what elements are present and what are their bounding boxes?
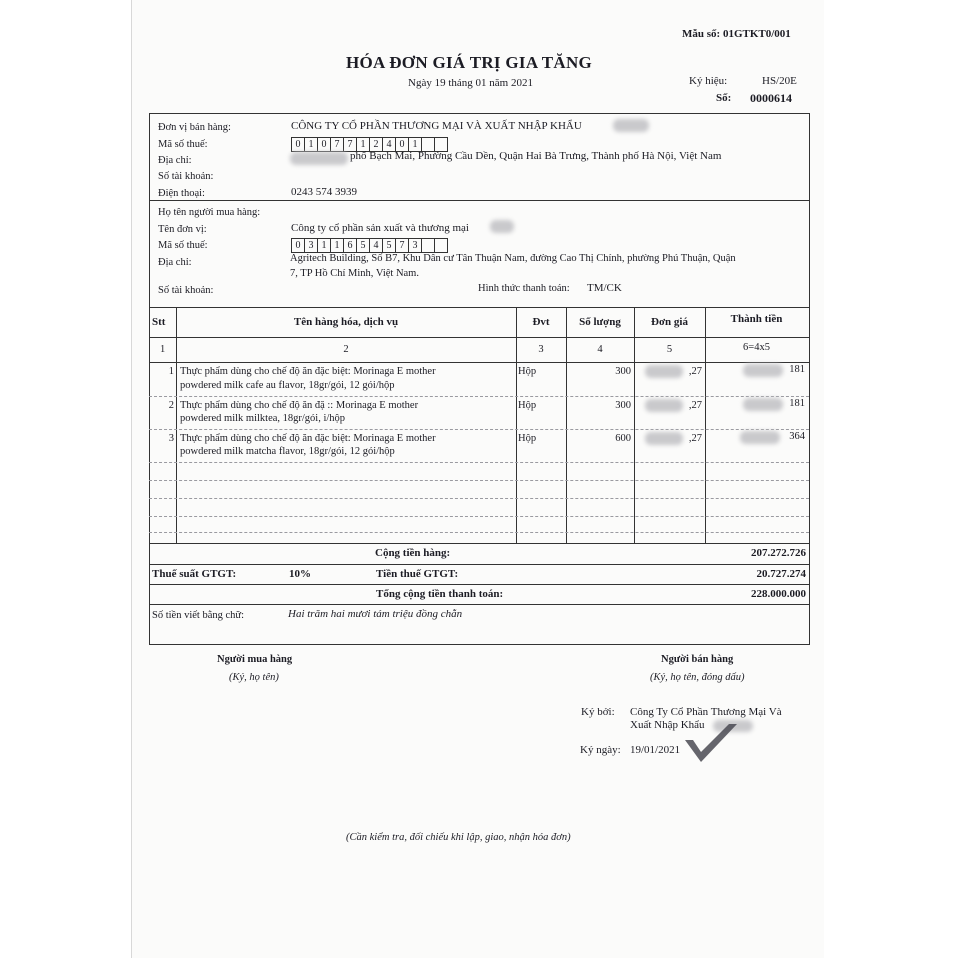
row-price: ,27	[688, 400, 702, 411]
row-price: ,27	[688, 366, 702, 377]
row-unit: Hộp	[518, 400, 537, 411]
row-name-line2: powdered milk milktea, 18gr/gói, i/hộp	[180, 413, 346, 424]
invoice-date: Ngày 19 tháng 01 năm 2021	[408, 77, 533, 89]
th-name: Tên hàng hóa, dịch vụ	[293, 316, 399, 328]
col-number: 3	[538, 344, 544, 355]
row-stt: 2	[168, 400, 174, 411]
signed-date-label: Ký ngày:	[580, 744, 621, 756]
seller-phone-label: Điện thoại:	[158, 188, 205, 199]
table-header-line	[149, 337, 809, 338]
number-label: Số:	[716, 92, 732, 104]
buyer-address-label: Địa chỉ:	[158, 257, 192, 268]
col-number: 6=4x5	[743, 342, 770, 353]
th-amount: Thành tiền	[730, 313, 783, 325]
row-qty: 300	[615, 366, 631, 377]
row-name-line1: Thực phẩm dùng cho chế độ ăn đặ :: Morinaga E mother	[180, 400, 419, 411]
col-divider	[566, 307, 567, 543]
row-qty: 600	[615, 433, 631, 444]
buyer-tax-cells: 0 3 1 1 6 5 4 5 7 3	[291, 238, 447, 253]
buyer-account-label: Số tài khoản:	[158, 285, 214, 296]
buyer-signature-hint: (Ký, họ tên)	[229, 672, 279, 683]
buyer-name-label: Họ tên người mua hàng:	[158, 207, 261, 218]
vat-amount-label: Tiền thuế GTGT:	[376, 568, 459, 580]
row-name-line1: Thực phẩm dùng cho chế độ ăn đặc biệt: Morinaga E mother	[180, 366, 436, 377]
buyer-address-line1: Agritech Building, Số B7, Khu Dân cư Tân Thuận Nam, đường Cao Thị Chính, phường Phú Thuận, Quận	[290, 253, 736, 264]
buyer-address-line2: 7, TP Hồ Chí Minh, Việt Nam.	[290, 268, 419, 279]
row-divider	[149, 462, 809, 463]
valid-signature-check-icon	[683, 722, 739, 766]
redaction	[490, 220, 514, 233]
row-price: ,27	[688, 433, 702, 444]
row-unit: Hộp	[518, 366, 537, 377]
amount-in-words-label: Số tiền viết bằng chữ:	[152, 610, 245, 621]
subtotal-label: Cộng tiền hàng:	[375, 547, 451, 559]
payment-value: TM/CK	[587, 282, 622, 294]
totals-line	[149, 564, 809, 565]
divider	[149, 307, 809, 308]
number-value: 0000614	[750, 91, 792, 105]
redaction	[613, 119, 649, 132]
col-number: 1	[160, 344, 166, 355]
row-divider	[149, 532, 809, 533]
table-colnum-line	[149, 362, 809, 363]
signed-by-label: Ký bởi:	[581, 706, 615, 718]
divider	[149, 200, 809, 201]
seller-tax-cells: 0 1 0 7 7 1 2 4 0 1	[291, 137, 447, 152]
seller-signature-hint: (Ký, họ tên, đóng dấu)	[650, 672, 745, 683]
row-name-line1: Thực phẩm dùng cho chế độ ăn đặc biệt: Morinaga E mother	[180, 433, 436, 444]
totals-line	[149, 604, 809, 605]
row-divider	[149, 480, 809, 481]
col-number: 2	[343, 344, 349, 355]
vat-rate-value: 10%	[289, 568, 311, 580]
symbol-value: HS/20E	[762, 75, 797, 87]
col-divider	[634, 307, 635, 543]
vat-amount-value: 20.727.274	[756, 568, 806, 580]
col-divider	[516, 307, 517, 543]
row-unit: Hộp	[518, 433, 537, 444]
seller-address-value: phố Bạch Mai, Phường Cầu Dền, Quận Hai Bà Trưng, Thành phố Hà Nội, Việt Nam	[350, 150, 722, 162]
col-number: 4	[597, 344, 603, 355]
col-number: 5	[666, 344, 673, 355]
footer-note: (Cần kiểm tra, đối chiếu khi lập, giao, nhận hóa đơn)	[346, 832, 571, 843]
buyer-unit-label: Tên đơn vị:	[158, 224, 207, 235]
th-stt: Stt	[152, 316, 166, 328]
row-name-line2: powdered milk cafe au flavor, 18gr/gói, 12 gói/hộp	[180, 380, 395, 391]
payment-label: Hình thức thanh toán:	[478, 283, 570, 294]
seller-unit-value: CÔNG TY CỔ PHẦN THƯƠNG MẠI VÀ XUẤT NHẬP KHẨU	[291, 120, 582, 132]
row-qty: 300	[615, 400, 631, 411]
seller-phone-value: 0243 574 3939	[291, 186, 357, 198]
form-number: Mẫu số: 01GTKT0/001	[682, 28, 791, 40]
row-divider	[149, 516, 809, 517]
vat-rate-label: Thuế suất GTGT:	[152, 568, 237, 580]
row-divider	[149, 498, 809, 499]
row-amount: 181	[789, 364, 805, 375]
grand-total-value: 228.000.000	[751, 588, 806, 600]
row-name-line2: powdered milk matcha flavor, 18gr/gói, 12 gói/hộp	[180, 446, 395, 457]
seller-unit-label: Đơn vị bán hàng:	[158, 122, 231, 133]
row-stt: 1	[168, 366, 174, 377]
row-stt: 3	[168, 433, 174, 444]
row-divider	[149, 396, 809, 397]
signed-date-value: 19/01/2021	[630, 744, 681, 756]
buyer-unit-value: Công ty cổ phần sản xuất và thương mại	[291, 222, 469, 234]
table-bottom-line	[149, 543, 809, 544]
buyer-tax-label: Mã số thuế:	[158, 240, 208, 251]
row-amount: 364	[789, 431, 805, 442]
invoice-frame	[149, 113, 810, 645]
redaction	[290, 152, 348, 165]
buyer-signature-title: Người mua hàng	[217, 654, 293, 665]
row-divider	[149, 429, 809, 430]
th-price: Đơn giá	[651, 316, 688, 328]
col-divider	[176, 307, 177, 543]
seller-signature-title: Người bán hàng	[661, 654, 734, 665]
totals-line	[149, 584, 809, 585]
seller-account-label: Số tài khoản:	[158, 171, 214, 182]
amount-in-words-value: Hai trăm hai mươi tám triệu đồng chẵn	[288, 608, 463, 620]
invoice-title: HÓA ĐƠN GIÁ TRỊ GIA TĂNG	[346, 53, 593, 72]
seller-tax-label: Mã số thuế:	[158, 139, 208, 150]
signed-by-line1: Công Ty Cổ Phần Thương Mại Và	[630, 706, 782, 718]
row-amount: 181	[789, 398, 805, 409]
th-unit: Đvt	[532, 316, 550, 328]
seller-address-label: Địa chỉ:	[158, 155, 192, 166]
grand-total-label: Tổng cộng tiền thanh toán:	[376, 588, 504, 600]
signed-by-line2: Xuất Nhập Khẩu	[630, 719, 705, 731]
subtotal-value: 207.272.726	[751, 547, 806, 559]
symbol-label: Ký hiệu:	[689, 75, 728, 87]
th-qty: Số lượng	[579, 316, 621, 328]
